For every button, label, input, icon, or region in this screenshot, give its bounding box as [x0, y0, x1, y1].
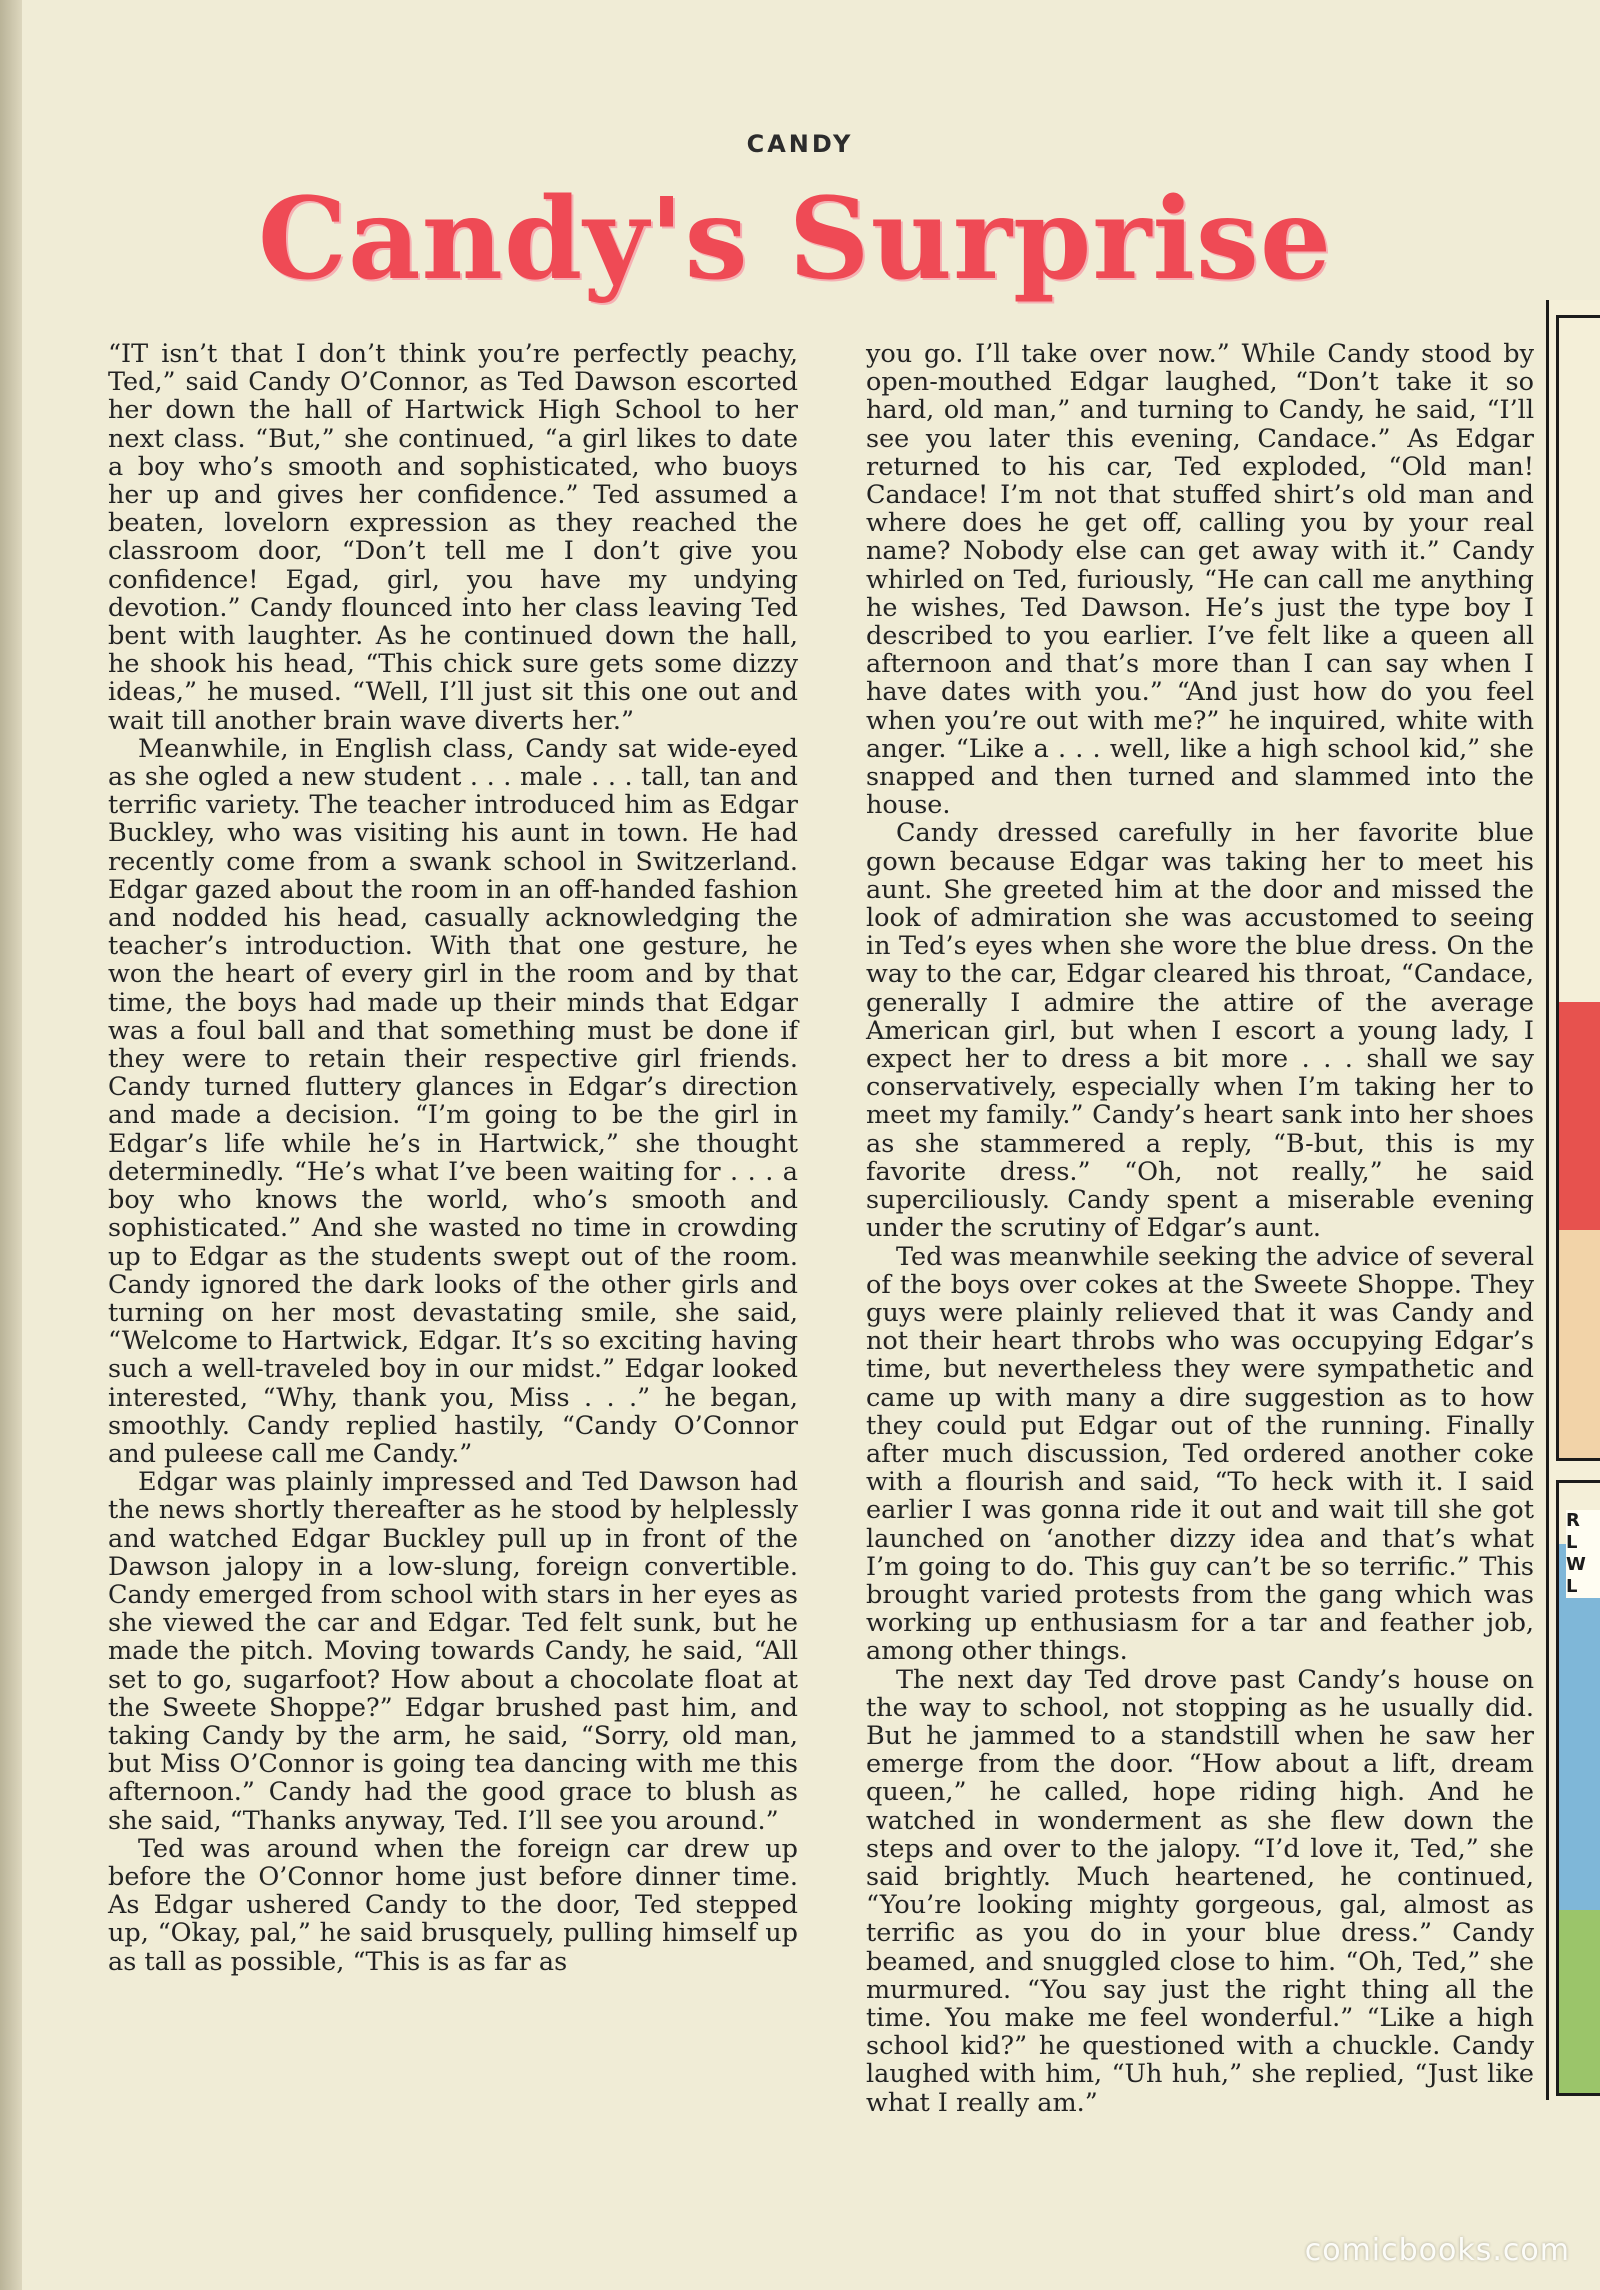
- paragraph: “IT isn’t that I don’t think you’re perfectly peachy, Ted,” said Candy O’Connor, as Ted Dawson escorted her down the hall of Hartwick High School to her next class. “But,” she continued, “a girl likes to date a boy who’s smooth and sophisticated, who buoys her up and gives her confidence.” Ted assumed a beaten, lovelorn expression as they reached the classroom door, “Don’t tell me I don’t give you confidence! Egad, girl, you have my undying devotion.” Candy flounced into her class leaving Ted bent with laughter. As he continued down the hall, he shook his head, “This chick sure gets some dizzy ideas,” he mused. “Well, I’ll just sit this one out and wait till another brain wave diverts her.”: [108, 339, 798, 736]
- paragraph: Ted was around when the foreign car drew up before the O’Connor home just before dinner time. As Edgar ushered Candy to the door, Ted stepped up, “Okay, pal,” he said brusquely, pulling himself up as tall as possible, “This is as far as: [108, 1833, 798, 1977]
- comic-panel: [1556, 315, 1600, 1461]
- panel-caption-fragment: R L W L: [1566, 1510, 1600, 1598]
- paragraph: Meanwhile, in English class, Candy sat wide-eyed as she ogled a new student . . . male . . . tall, tan and terrific variety. The teacher introduced him as Edgar Buckley, who was visiting his aunt in town. He had recently come from a swank school in Switzerland. Edgar gazed about the room in an off-handed fashion and nodded his head, casually acknowledging the teacher’s introduction. With that one gesture, he won the heart of every girl in the room and by that time, the boys had made up their minds that Edgar was a foul ball and that something must be done if they were to retain their respective girl friends. Candy turned fluttery glances in Edgar’s direction and made a decision. “I’m going to be the girl in Edgar’s life while he’s in Hartwick,” she thought determinedly. “He’s what I’ve been waiting for . . . a boy who knows the world, who’s smooth and sophisticated.” And she wasted no time in crowding up to Edgar as the students swept out of the room. Candy ignored the dark looks of the other girls and turning on her most devastating smile, she said, “Welcome to Hartwick, Edgar. It’s so exciting having such a well-traveled boy in our midst.” Edgar looked interested, “Why, thank you, Miss . . .” he began, smoothly. Candy replied hastily, “Candy O’Connor and puleese call me Candy.”: [108, 733, 798, 1469]
- right-column: [866, 340, 1534, 2130]
- paragraph: Ted was meanwhile seeking the advice of several of the boys over cokes at the Sweete Shoppe. They guys were plainly relieved that it was Candy and not their heart throbs who was occupying Edgar’s time, but nevertheless they were sympathetic and came up with many a dire suggestion as to how they could put Edgar out of the running. Finally after much discussion, Ted ordered another coke with a flourish and said, “To heck with it. I said earlier I was gonna ride it out and wait till she got launched on ‘another dizzy idea and that’s what I’m going to do. This guy can’t be so terrific.” This brought varied protests from the gang which was working up enthusiasm for a tar and feather job, among other things.: [866, 1241, 1534, 1667]
- story-title: Candy's Surprise: [257, 174, 1333, 305]
- paragraph: Candy dressed carefully in her favorite blue gown because Edgar was taking her to meet his aunt. She greeted him at the door and missed the look of admiration she was accustomed to seeing in Ted’s eyes when she wore the blue dress. On the way to the car, Edgar cleared his throat, “Candace, generally I admire the attire of the average American girl, but when I escort a young lady, I expect her to dress a bit more . . . shall we say conservatively, especially when I’m taking her to meet my family.” Candy’s heart sank into her shoes as she stammered a reply, “B-but, this is my favorite dress.” “Oh, not really,” he said superciliously. Candy spent a miserable evening under the scrutiny of Edgar’s aunt.: [866, 818, 1534, 1244]
- series-label: CANDY: [746, 130, 854, 158]
- paragraph: Edgar was plainly impressed and Ted Dawson had the news shortly thereafter as he stood by helplessly and watched Edgar Buckley pull up in front of the Dawson jalopy in a low-slung, foreign convertible. Candy emerged from school with stars in her eyes as she viewed the car and Edgar. Ted felt sunk, but he made the pitch. Moving towards Candy, he said, “All set to go, sugarfoot? How about a chocolate float at the Sweete Shoppe?” Edgar brushed past him, and taking Candy by the arm, he said, “Sorry, old man, but Miss O’Connor is going tea dancing with me this afternoon.” Candy had the good grace to blush as she said, “Thanks anyway, Ted. I’ll see you around.”: [108, 1467, 798, 1836]
- watermark: comicbooks.com: [1304, 2233, 1570, 2268]
- left-column: [108, 340, 798, 2130]
- paragraph: The next day Ted drove past Candy’s house on the way to school, not stopping as he usually did. But he jammed to a standstill when he saw her emerge from the door. “How about a lift, dream queen,” he called, hope riding high. And he watched in wonderment as she flew down the steps and over to the jalopy. “I’d love it, Ted,” she said brightly. Much heartened, he continued, “You’re looking mighty gorgeous, gal, almost as terrific as you do in your blue dress.” Candy beamed, and snuggled close to him. “Oh, Ted,” she murmured. “You say just the right thing all the time. You make me feel wonderful.” “Like a high school kid?” he questioned with a chuckle. Candy laughed with him, “Uh huh,” she replied, “Just like what I really am.”: [866, 1664, 1534, 2118]
- paragraph: you go. I’ll take over now.” While Candy stood by open-mouthed Edgar laughed, “Don’t take it so hard, old man,” and turning to Candy, he said, “I’ll see you later this evening, Candace.” As Edgar returned to his car, Ted exploded, “Old man! Candace! I’m not that stuffed shirt’s old man and where does he get off, calling you by your real name? Nobody else can get away with it.” Candy whirled on Ted, furiously, “He can call me anything he wishes, Ted Dawson. He’s just the type boy I described to you earlier. I’ve felt like a queen all afternoon and that’s more than I can say when I have dates with you.” “And just how do you feel when you’re out with me?” he inquired, white with anger. “Like a . . . well, like a high school kid,” she snapped and then turned and slammed into the house.: [866, 339, 1534, 821]
- page-gutter: [0, 0, 22, 2290]
